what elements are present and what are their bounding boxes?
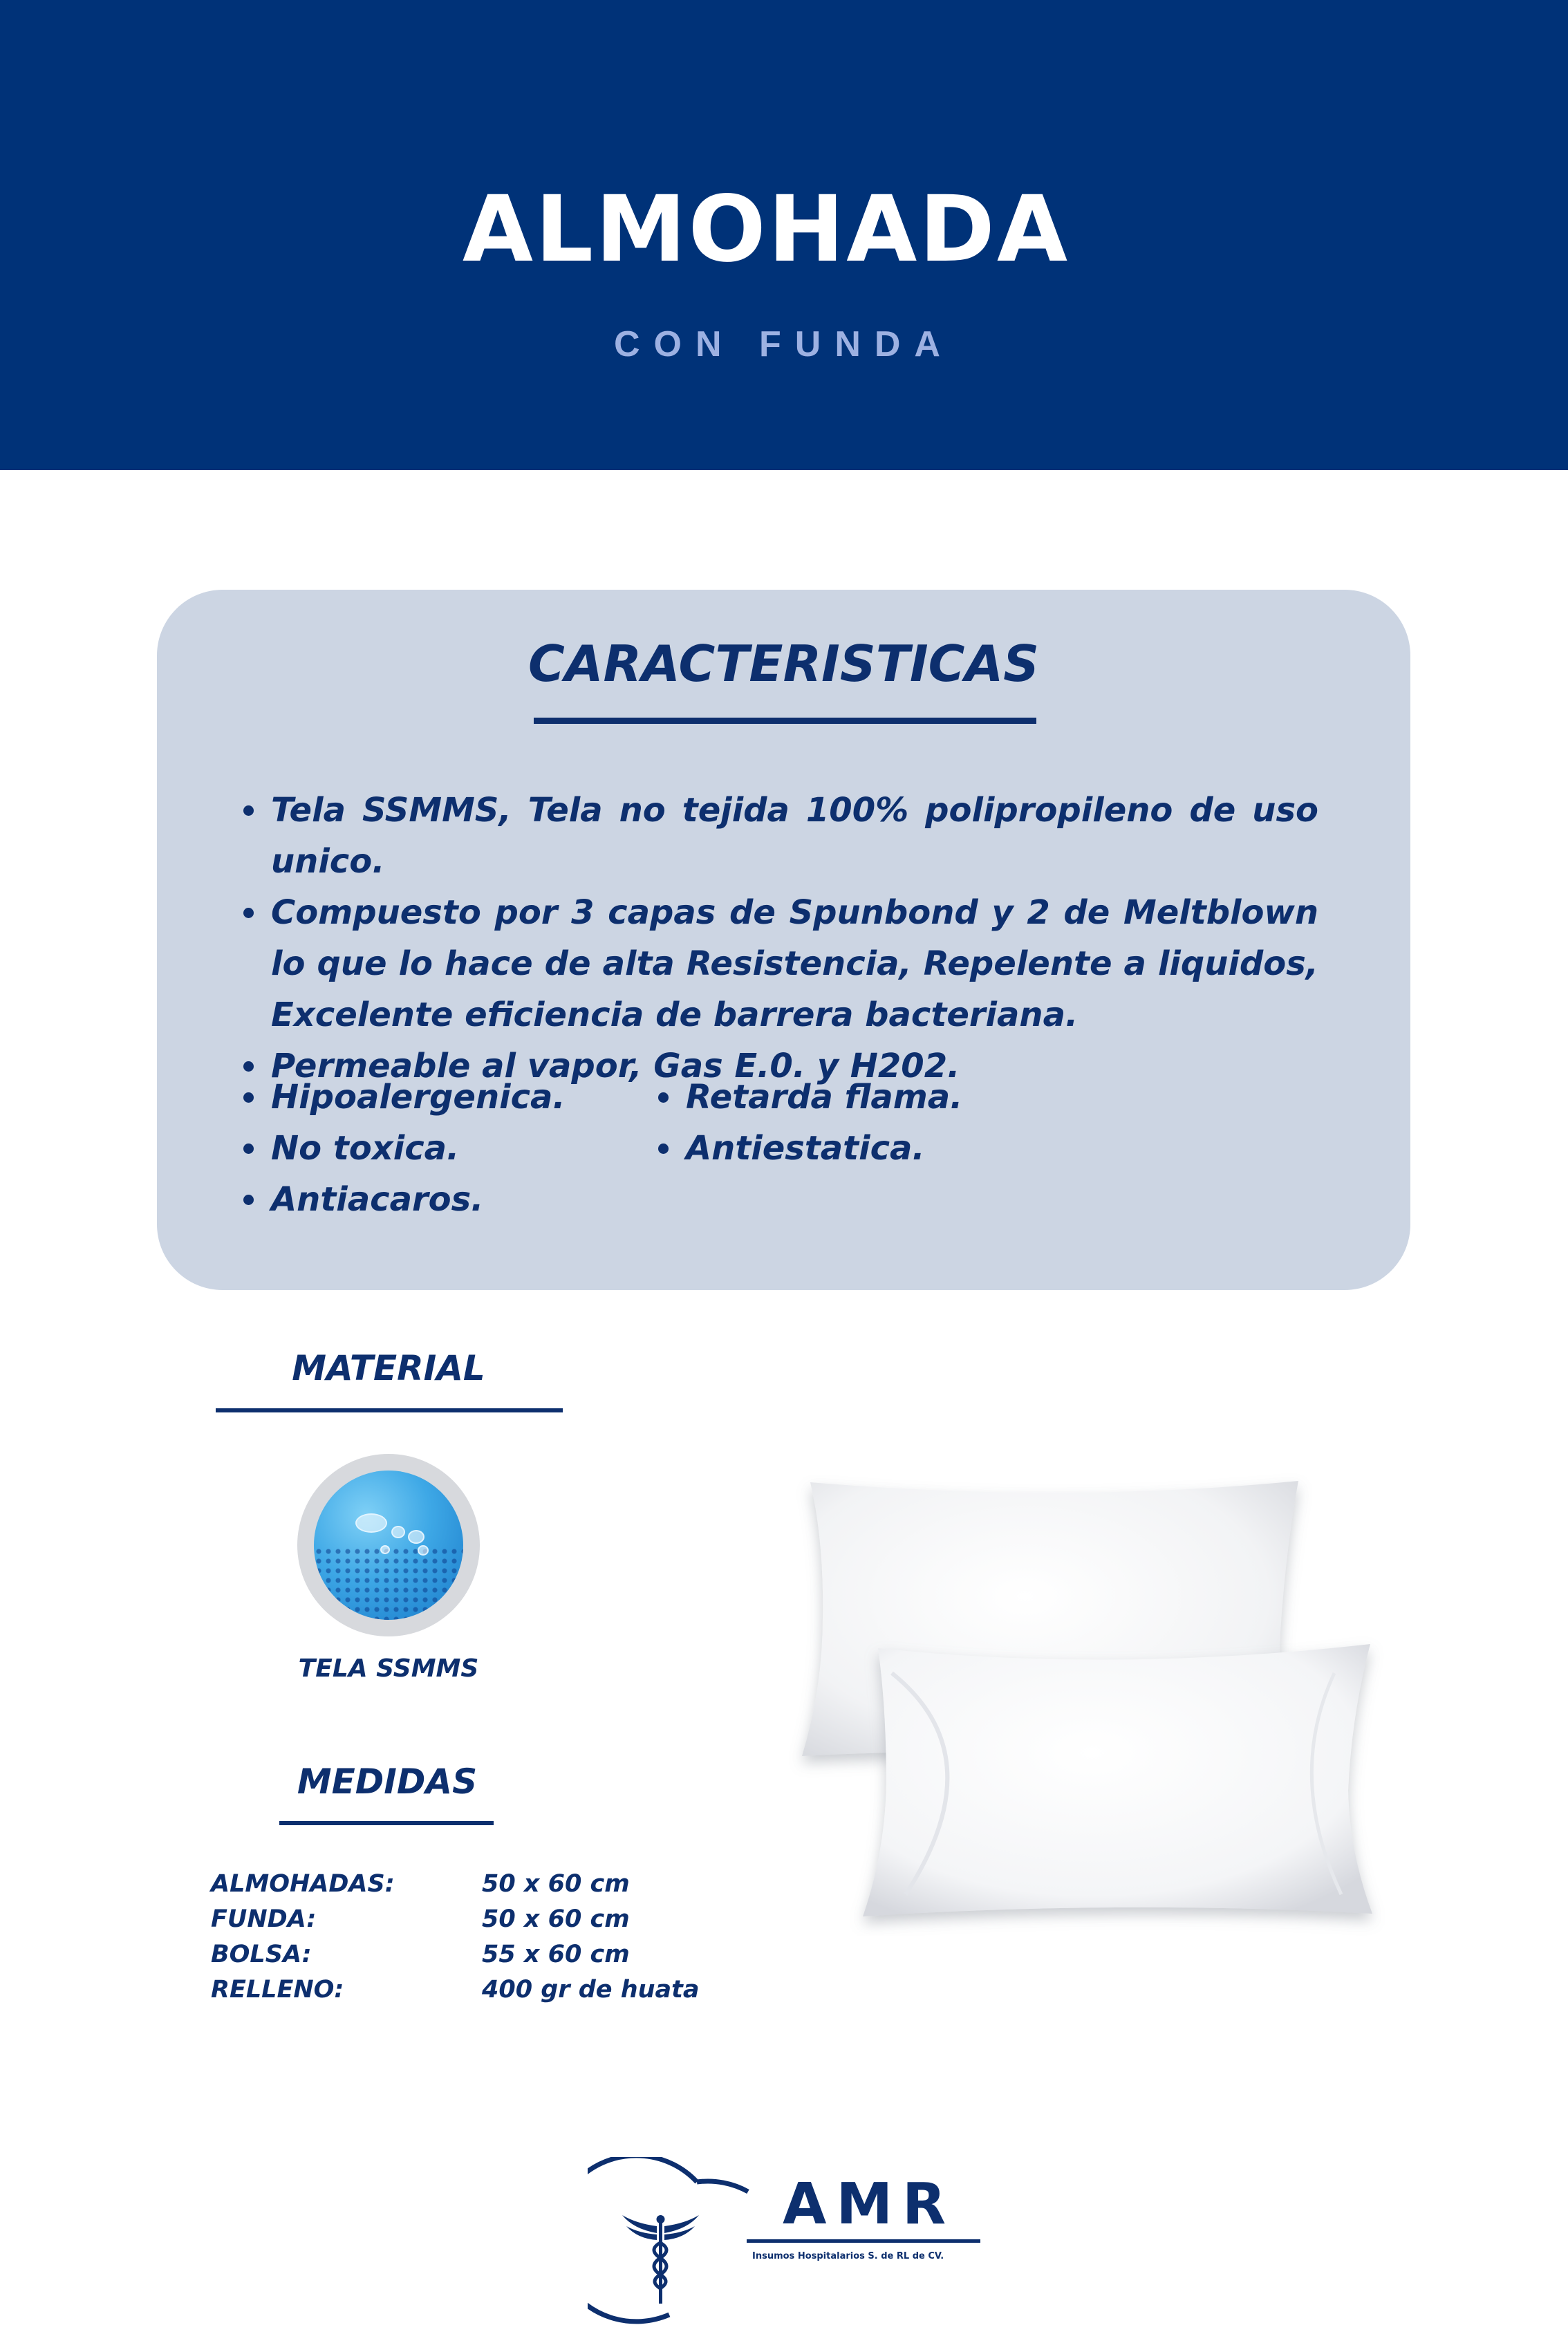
measurements-table: [211, 1870, 764, 2011]
feature-item: Tela SSMMS, Tela no tejida 100% polipropileno de uso unico.: [243, 785, 1318, 887]
measurement-value: 55 x 60 cm: [482, 1941, 630, 1968]
feature-item: No toxica.: [243, 1123, 631, 1174]
features-panel: [157, 590, 1410, 1290]
material-swatch-label: TELA SSMMS: [298, 1654, 479, 1683]
feature-item: Hipoalergenica.: [243, 1072, 631, 1123]
feature-item: Permeable al vapor, Gas E.0. y H202.: [243, 1040, 1318, 1092]
feature-item: Retarda flama.: [658, 1072, 1045, 1123]
page-title: ALMOHADA: [462, 176, 1070, 283]
brand-name: AMR: [783, 2172, 956, 2237]
measurement-row: [211, 1870, 764, 1905]
feature-item: Antiestatica.: [658, 1123, 1045, 1174]
brand-tagline: Insumos Hospitalarios S. de RL de CV.: [752, 2251, 944, 2261]
measurement-label: ALMOHADAS:: [211, 1870, 395, 1898]
brand-underline: [747, 2239, 980, 2243]
material-title: MATERIAL: [292, 1348, 485, 1388]
material-title-underline: [216, 1408, 563, 1412]
feature-item: Antiacaros.: [243, 1174, 631, 1225]
medidas-title-underline: [279, 1821, 494, 1825]
measurement-value: 400 gr de huata: [482, 1976, 700, 2004]
material-swatch: [297, 1454, 480, 1636]
measurement-value: 50 x 60 cm: [482, 1905, 630, 1933]
measurement-row: [211, 1976, 764, 2011]
measurement-value: 50 x 60 cm: [482, 1870, 630, 1898]
pillows-product-image: [788, 1466, 1397, 1936]
feature-item: Compuesto por 3 capas de Spunbond y 2 de Meltblown lo que lo hace de alta Resistencia, Repelente a liquidos, Excelente eficiencia de barrera bacteriana.: [243, 887, 1318, 1040]
features-title: CARACTERISTICAS: [528, 635, 1040, 693]
features-list-column-a: [243, 1072, 631, 1225]
medidas-title: MEDIDAS: [297, 1762, 478, 1802]
measurement-row: [211, 1905, 764, 1941]
page-subtitle: CON FUNDA: [614, 324, 954, 364]
measurement-label: BOLSA:: [211, 1941, 312, 1968]
measurement-row: [211, 1941, 764, 1976]
features-title-underline: [534, 718, 1036, 724]
fabric-swatch-image: [314, 1471, 463, 1620]
features-list: [243, 785, 1318, 1092]
measurement-label: FUNDA:: [211, 1905, 317, 1933]
measurement-label: RELLENO:: [211, 1976, 344, 2004]
features-list-column-b: [658, 1072, 1045, 1174]
header-band: [0, 0, 1568, 470]
